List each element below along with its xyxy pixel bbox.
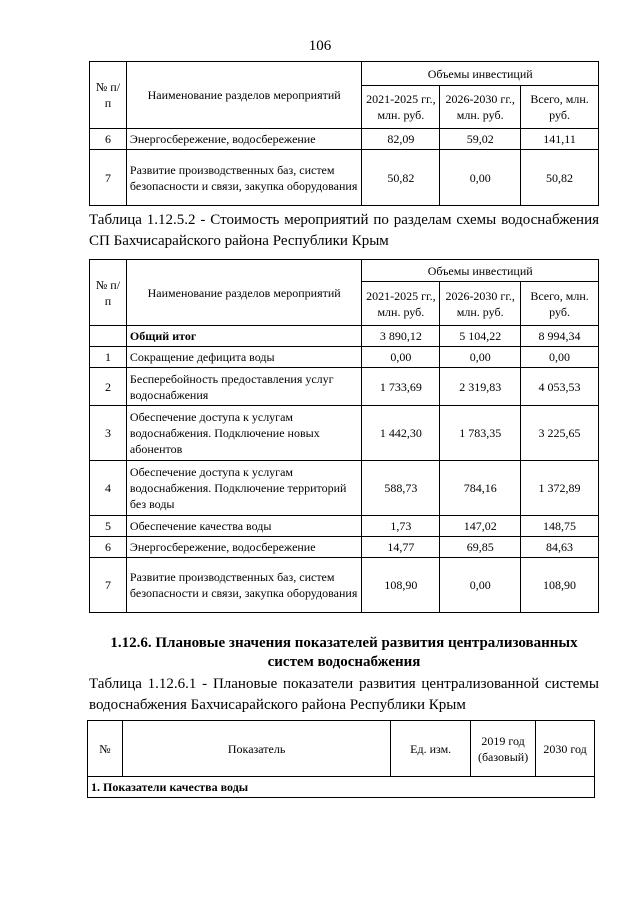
row-p1: 0,00 — [362, 347, 440, 368]
row-p2: 1 783,35 — [440, 406, 521, 461]
row-num: 1 — [90, 347, 127, 368]
row-num — [90, 326, 127, 347]
row-num: 2 — [90, 368, 127, 406]
row-num: 6 — [90, 129, 127, 150]
header-unit: Ед. изм. — [391, 721, 471, 777]
table-caption-1-12-6-1: Таблица 1.12.6.1 - Плановые показатели развития централизованной системы водоснабжения Бахчисарайского района Республики Крым — [89, 676, 599, 713]
row-name: Общий итог — [126, 326, 362, 347]
row-p2: 5 104,22 — [440, 326, 521, 347]
row-name: Бесперебойность предоставления услуг водоснабжения — [126, 368, 362, 406]
header-name: Наименование разделов мероприятий — [126, 62, 362, 129]
row-num: 7 — [90, 558, 127, 613]
row-p2: 147,02 — [440, 516, 521, 537]
table-row — [90, 558, 599, 613]
row-name: Развитие производственных баз, систем безопасности и связи, закупка оборудования — [126, 558, 362, 613]
table-row — [90, 406, 599, 461]
header-period-2: 2026-2030 гг., млн. руб. — [440, 282, 521, 326]
header-total: Всего, млн. руб. — [521, 282, 599, 326]
row-p2: 69,85 — [440, 537, 521, 558]
header-period-2: 2026-2030 гг., млн. руб. — [440, 86, 521, 129]
section-heading: 1.12.6. Плановые значения показателей развития централизованных систем водоснабжения — [110, 635, 578, 670]
header-base-year: 2019 год (базовый) — [471, 721, 536, 777]
row-num: 3 — [90, 406, 127, 461]
table-group-row — [88, 777, 595, 798]
header-target-year: 2030 год — [536, 721, 595, 777]
row-num: 4 — [90, 461, 127, 516]
row-p1: 14,77 — [362, 537, 440, 558]
row-num: 5 — [90, 516, 127, 537]
header-indicator: Показатель — [122, 721, 390, 777]
row-total: 84,63 — [521, 537, 599, 558]
header-name: Наименование разделов мероприятий — [126, 260, 362, 326]
row-p1: 108,90 — [362, 558, 440, 613]
row-name: Сокращение дефицита воды — [126, 347, 362, 368]
row-name: Обеспечение доступа к услугам водоснабжения. Подключение территорий без воды — [126, 461, 362, 516]
row-p2: 0,00 — [440, 558, 521, 613]
row-p1: 1 442,30 — [362, 406, 440, 461]
group-row-label: 1. Показатели качества воды — [88, 777, 595, 798]
row-p1: 3 890,12 — [362, 326, 440, 347]
table-caption-1-12-5-2: Таблица 1.12.5.2 - Стоимость мероприятий по разделам схемы водоснабжения СП Бахчисарайского района Республики Крым — [89, 212, 599, 249]
row-name: Энергосбережение, водосбережение — [126, 537, 362, 558]
investment-table-continued — [89, 61, 599, 206]
indicators-table — [87, 720, 595, 798]
header-num: № п/п — [90, 260, 127, 326]
header-num: № п/п — [90, 62, 127, 129]
row-num: 6 — [90, 537, 127, 558]
row-p1: 588,73 — [362, 461, 440, 516]
row-p1: 1,73 — [362, 516, 440, 537]
page-number: 106 — [308, 38, 332, 54]
row-total: 108,90 — [521, 558, 599, 613]
row-total: 4 053,53 — [521, 368, 599, 406]
row-total: 3 225,65 — [521, 406, 599, 461]
investment-cost-table — [89, 259, 599, 613]
table-row — [90, 537, 599, 558]
row-total: 50,82 — [521, 150, 599, 206]
row-total: 1 372,89 — [521, 461, 599, 516]
table-row — [90, 150, 599, 206]
row-total: 141,11 — [521, 129, 599, 150]
row-p2: 59,02 — [440, 129, 521, 150]
row-p2: 0,00 — [440, 150, 521, 206]
row-total: 0,00 — [521, 347, 599, 368]
row-p2: 2 319,83 — [440, 368, 521, 406]
table-row — [90, 461, 599, 516]
row-total: 8 994,34 — [521, 326, 599, 347]
table-row — [90, 516, 599, 537]
row-p1: 50,82 — [362, 150, 440, 206]
row-name: Энергосбережение, водосбережение — [126, 129, 362, 150]
header-num: № — [88, 721, 123, 777]
row-total: 148,75 — [521, 516, 599, 537]
row-p2: 0,00 — [440, 347, 521, 368]
table-row — [90, 347, 599, 368]
row-p1: 1 733,69 — [362, 368, 440, 406]
row-p1: 82,09 — [362, 129, 440, 150]
header-period-1: 2021-2025 гг., млн. руб. — [362, 86, 440, 129]
table-row — [90, 368, 599, 406]
table-row — [90, 129, 599, 150]
header-total: Всего, млн. руб. — [521, 86, 599, 129]
header-investment-group: Объемы инвестиций — [362, 260, 599, 282]
row-name: Обеспечение доступа к услугам водоснабжения. Подключение новых абонентов — [126, 406, 362, 461]
row-name: Обеспечение качества воды — [126, 516, 362, 537]
header-investment-group: Объемы инвестиций — [362, 62, 599, 86]
row-num: 7 — [90, 150, 127, 206]
header-period-1: 2021-2025 гг., млн. руб. — [362, 282, 440, 326]
table-row-total — [90, 326, 599, 347]
row-name: Развитие производственных баз, систем безопасности и связи, закупка оборудования — [126, 150, 362, 206]
row-p2: 784,16 — [440, 461, 521, 516]
